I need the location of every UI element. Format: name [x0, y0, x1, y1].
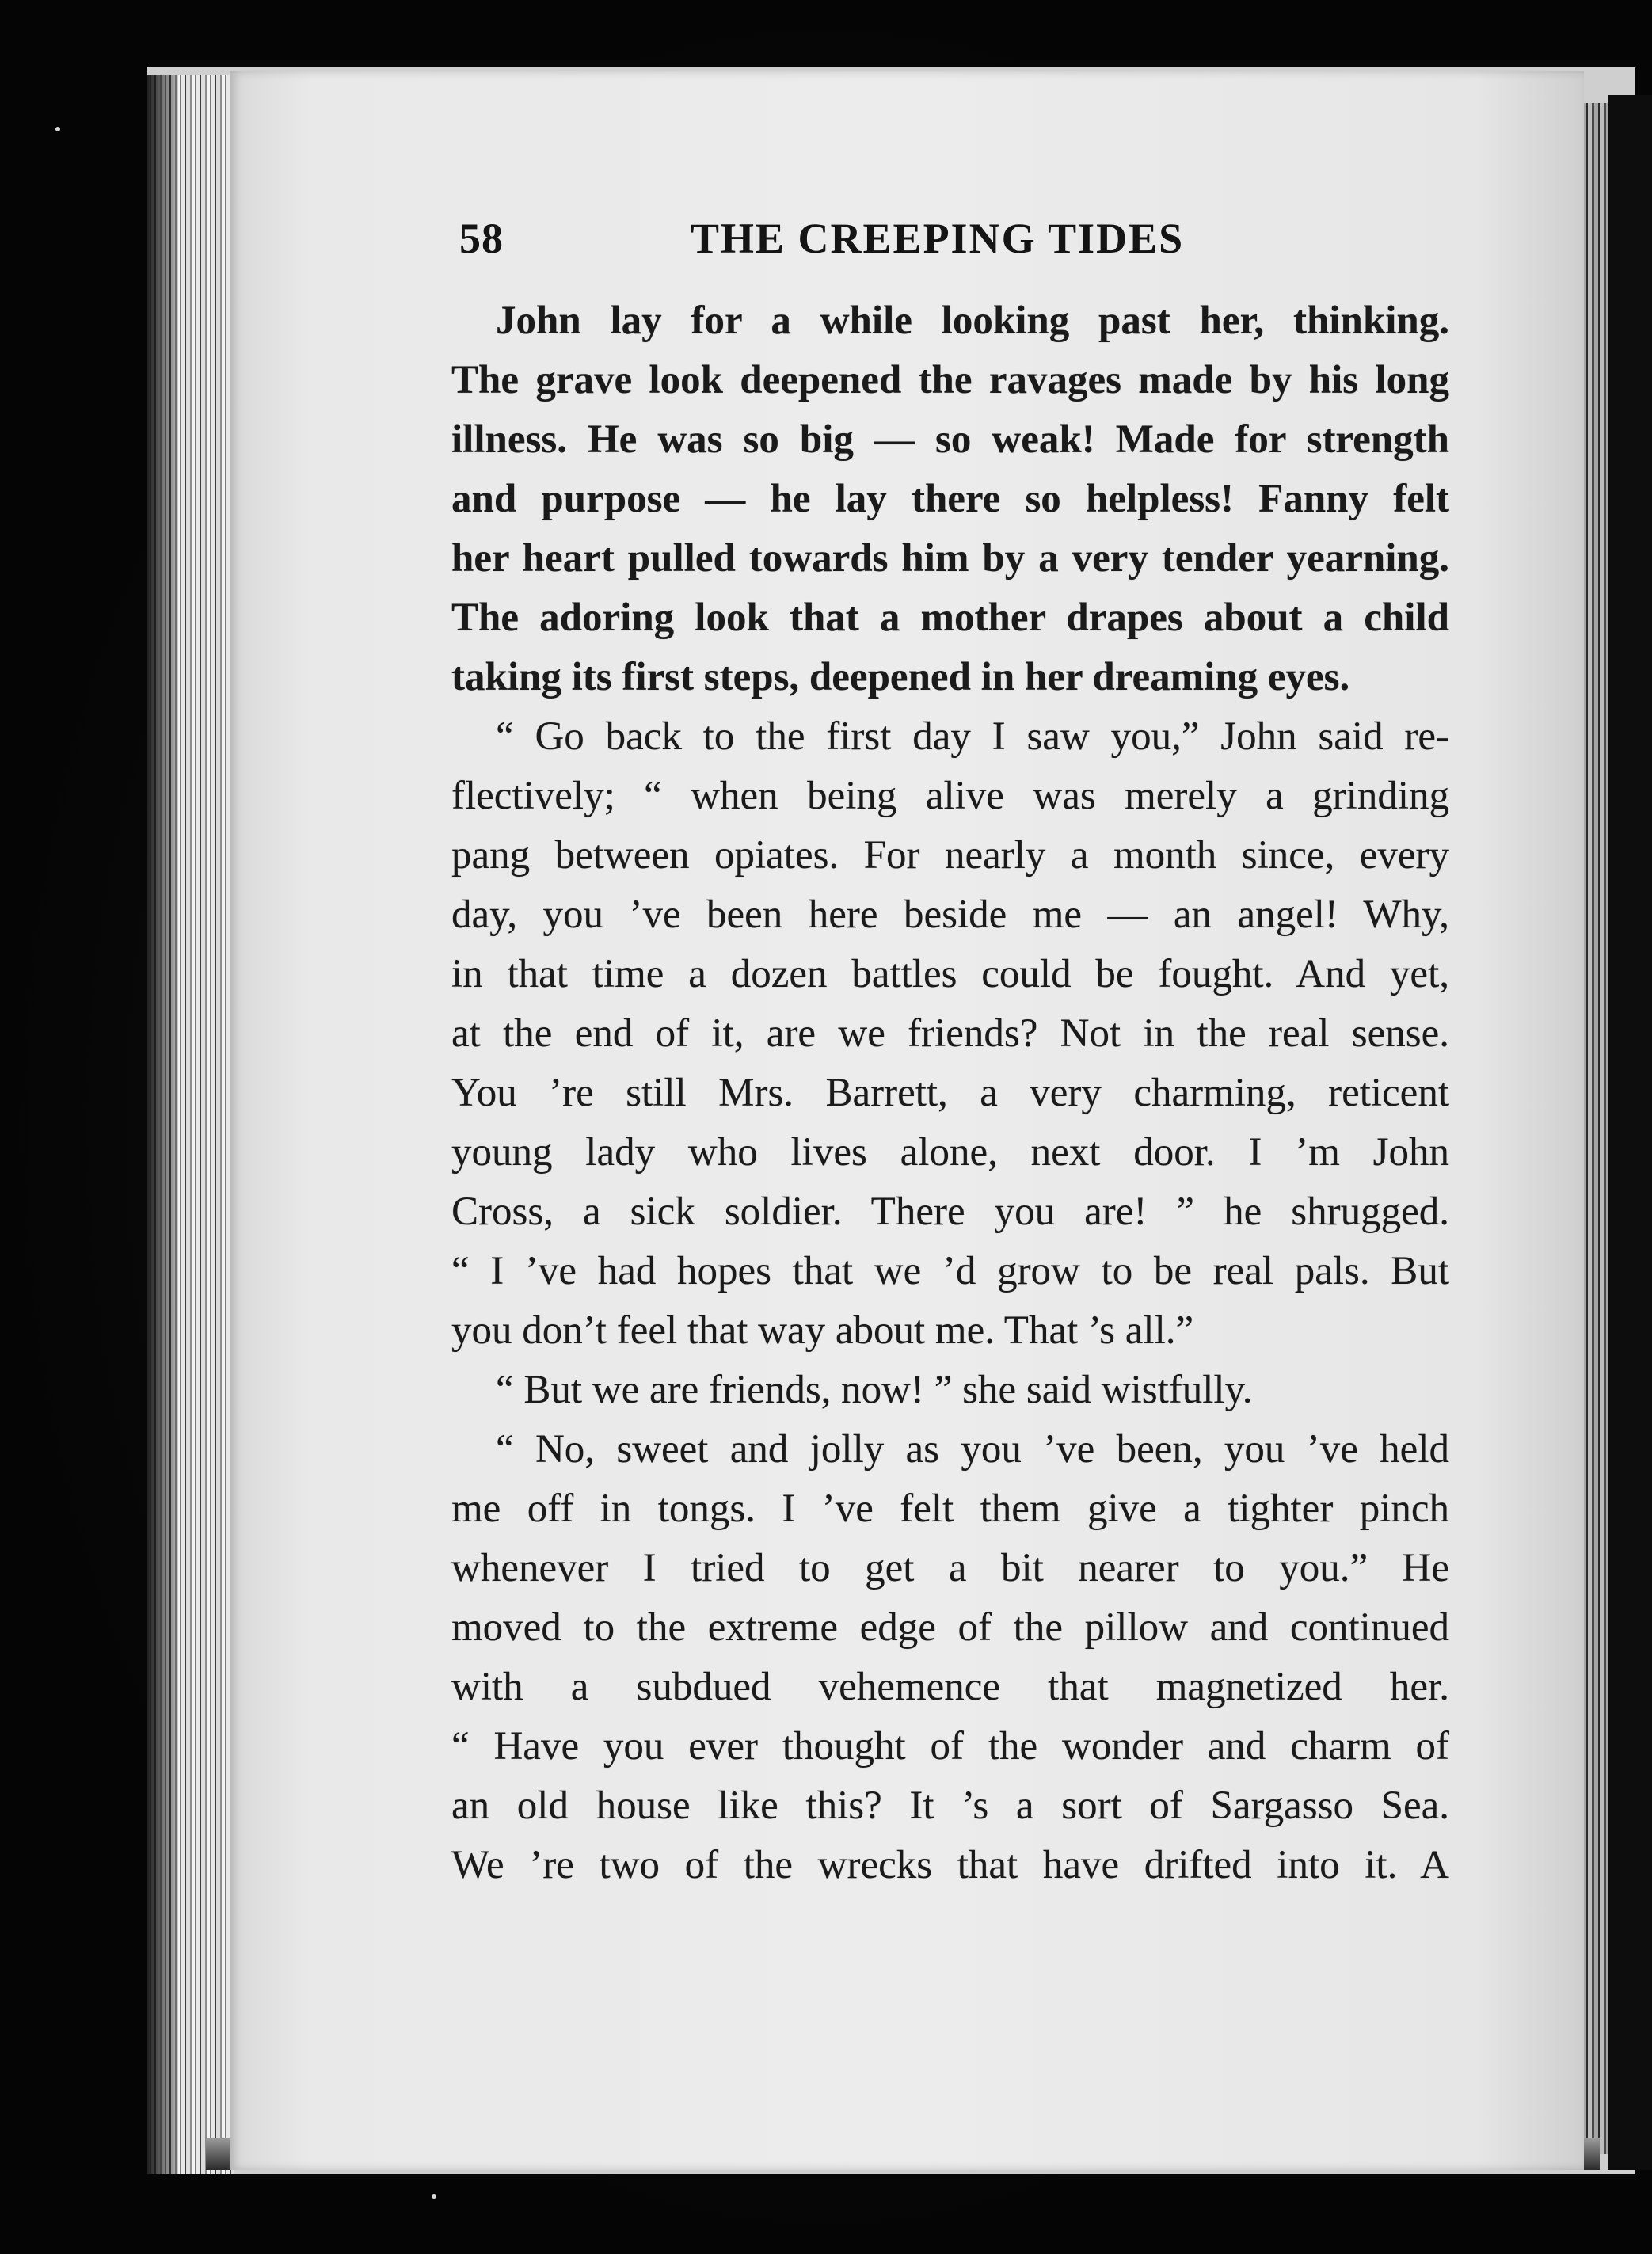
text-line: pang between opiates. For nearly a month since, every	[451, 833, 1449, 878]
text-line: and purpose — he lay there so helpless! Fanny felt	[451, 477, 1449, 521]
scan-speck	[55, 127, 60, 131]
text-line: young lady who lives alone, next door. I ’m John	[451, 1130, 1449, 1175]
scan-speck	[432, 2194, 436, 2199]
running-title: THE CREEPING TIDES	[691, 215, 1185, 262]
page-number: 58	[459, 215, 504, 262]
text-line: “ Go back to the first day I saw you,” John said re-	[496, 714, 1449, 759]
text-line: Cross, a sick soldier. There you are! ” he shrugged.	[451, 1190, 1449, 1234]
text-line: in that time a dozen battles could be fought. And yet,	[451, 952, 1449, 996]
text-line: me off in tongs. I ’ve felt them give a tighter pinch	[451, 1487, 1449, 1531]
text-line: day, you ’ve been here beside me — an angel! Why,	[451, 893, 1449, 937]
text-line: John lay for a while looking past her, thinking.	[496, 299, 1449, 343]
text-line: at the end of it, are we friends? Not in the real sense.	[451, 1011, 1449, 1056]
text-line: you don’t feel that way about me. That ’s all.”	[451, 1308, 1194, 1353]
text-line: The adoring look that a mother drapes about a child	[451, 596, 1449, 640]
running-head	[459, 214, 1228, 277]
spine-shadow	[147, 75, 178, 2174]
text-line: moved to the extreme edge of the pillow and continued	[451, 1605, 1449, 1650]
body-text	[451, 291, 1449, 1895]
text-line: “ But we are friends, now! ” she said wistfully.	[496, 1368, 1253, 1412]
text-line: whenever I tried to get a bit nearer to you.” He	[451, 1546, 1449, 1590]
text-line: flectively; “ when being alive was merely a grinding	[451, 774, 1449, 818]
text-line: “ No, sweet and jolly as you ’ve been, you ’ve held	[496, 1427, 1449, 1472]
text-line: an old house like this? It ’s a sort of Sargasso Sea.	[451, 1784, 1449, 1828]
text-line: taking its first steps, deepened in her dreaming eyes.	[451, 655, 1350, 699]
text-line: We ’re two of the wrecks that have drifted into it. A	[451, 1843, 1449, 1887]
text-line: “ Have you ever thought of the wonder and charm of	[451, 1724, 1449, 1769]
text-line: illness. He was so big — so weak! Made for strength	[451, 417, 1449, 462]
text-line: with a subdued vehemence that magnetized her.	[451, 1665, 1449, 1709]
text-line: her heart pulled towards him by a very tender yearning.	[451, 536, 1449, 581]
text-line: “ I ’ve had hopes that we ’d grow to be real pals. But	[451, 1249, 1449, 1293]
text-line: The grave look deepened the ravages made by his long	[451, 358, 1449, 402]
text-line: You ’re still Mrs. Barrett, a very charming, reticent	[451, 1071, 1449, 1115]
right-margin-dark	[1608, 95, 1652, 2170]
